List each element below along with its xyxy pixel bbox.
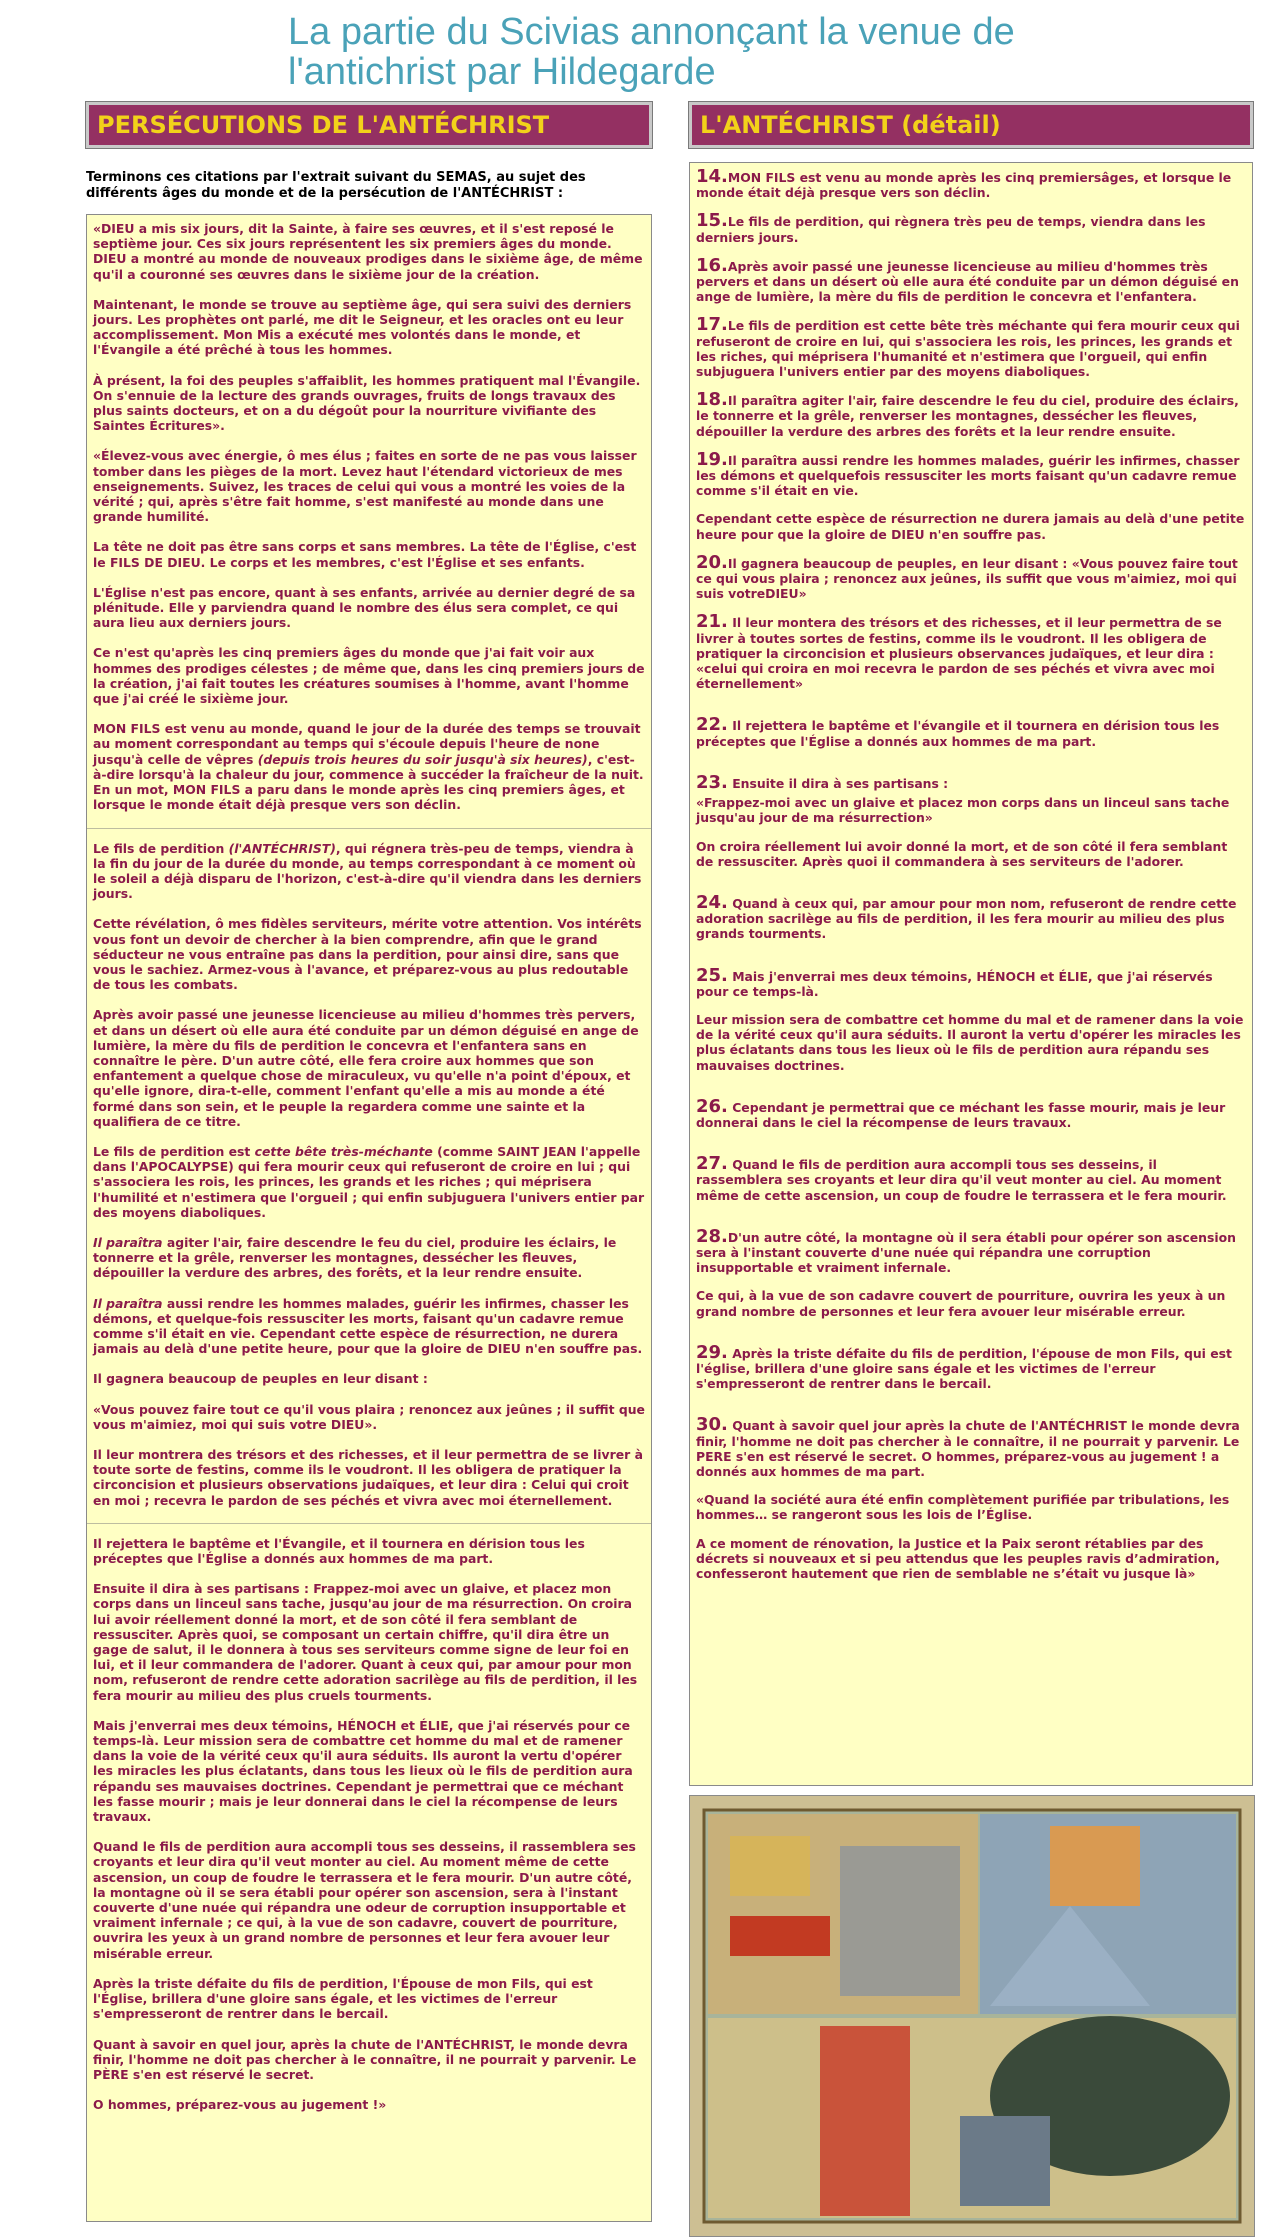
item-text: D'un autre côté, la montagne où il sera établi pour opérer son ascension sera à l'instant couverte d'une nuée qui répandra une corruption insupportable et vraiment infernale. [696,1229,1236,1276]
paragraph: «Quand la société aura été enfin complètement purifiée par tribulations, les hommes… se rangeront sous les lois de l’Église. [696,1492,1230,1523]
item-number: 26. [696,1095,728,1117]
text: , qui régnera très-peu de temps, viendra à la fin du jour de la durée du monde, au temps correspondant à ce moment où le soleil a déjà disparu de l'horizon, c'est-à-dire qu'il viendra dans les derniers jours. [93,840,642,902]
red-beast-figure [730,1916,830,1956]
lion-figure [730,1836,810,1896]
item-number: 20. [696,551,728,573]
item-number: 30. [696,1414,728,1436]
paragraph: Quant à savoir en quel jour, après la chute de l'ANTÉCHRIST, le monde devra finir, l'homme ne doit pas chercher à le connaître, il ne pourrait y parvenir. Le PÈRE s'en est réservé le secret. [93,2036,637,2082]
paragraph: «Vous pouvez faire tout ce qu'il vous plaira ; renoncez aux jeûnes ; il suffit que vous m'aimiez, moi qui suis votre DIEU». [93,1401,645,1432]
item-text: Il paraîtra agiter l'air, faire descendre le feu du ciel, produire des éclairs, le tonnerre et la grêle, renverser les montagnes, dessécher les fleuves, dépouiller la verdure des arbres des forêts et la leur rendre ensuite. [696,393,1239,439]
paragraph [93,1144,645,1220]
text: aussi rendre les hommes malades, guérir les infirmes, chasser les démons, et quelque-fois ressusciter les morts, faisant qu'un cadavre remue comme s'il était en vie. Cependant cette espèce de résurrection, ne durera jamais au delà d'une petite heure, pour que la gloire de DIEU n'en souffre pas. [93,1295,643,1357]
item-text: Quand le fils de perdition aura accompli tous ses desseins, il rassemblera ses croyants et leur dira qu'il veut monter au ciel. Au moment même de cette ascension, un coup de foudre le terrassera et le fera mourir. [696,1157,1227,1203]
paragraph: O hommes, préparez-vous au jugement !» [93,2097,387,2113]
paragraph [93,1235,645,1281]
text: agiter l'air, faire descendre le feu du ciel, produire les éclairs, le tonnerre et la grêle, renverser les montagnes, dessécher les fleuves, dépouiller la verdure des arbres, des forêts, et la leur rendre ensuite. [93,1234,617,1281]
paragraph [93,1296,645,1357]
paragraph [93,721,645,812]
paragraph: La tête ne doit pas être sans corps et sans membres. La tête de l'Église, c'est le FILS DE DIEU. Le corps et les membres, c'est l'Église et ses enfants. [93,539,637,570]
paragraph: L'Église n'est pas encore, quant à ses enfants, arrivée au dernier degré de sa plénitude. Elle y parviendra quand le nombre des élus sera complet, ce qui aura lieu aux derniers jours. [93,584,636,631]
left-banner: PERSÉCUTIONS DE L'ANTÉCHRIST [86,102,652,148]
text: Le fils de perdition [93,840,229,856]
paragraph: Quand le fils de perdition aura accompli tous ses desseins, il rassemblera ses croyants et leur dira qu'il veut monter au ciel. Au moment même de cette ascension, un coup de foudre le terrassera et le fera mourir. D'un autre côté, la montagne où il se sera établi pour opérer son ascension, sera à l'instant couverte d'une nuée qui répandra une odeur de corruption insupportable et vraiment infernale ; ce qui, à la vue de son cadavre, couvert de pourriture, ouvrira les yeux à un grand nombre de personnes et leur fera avouer leur misérable erreur. [93,1839,636,1961]
numbered-item [696,891,1246,942]
italic-text: (depuis trois heures du soir jusqu'à six heures) [257,751,588,767]
paragraph [93,841,645,902]
italic-text: (l'ANTÉCHRIST) [228,840,336,856]
item-number: 23. [696,771,728,793]
item-text: Le fils de perdition, qui règnera très peu de temps, viendra dans les derniers jours. [696,214,1206,245]
item-number: 14. [696,166,728,187]
item-text: Après la triste défaite du fils de perdition, l'épouse de mon Fils, qui est l'église, brillera d'une gloire sans égale et les victimes de l'erreur s'empresseront de rentrer dans le bercail. [696,1345,1232,1392]
right-banner: L'ANTÉCHRIST (détail) [689,102,1253,148]
right-text-box [689,162,1253,1786]
item-text: Après avoir passé une jeunesse licencieuse au milieu d'hommes très pervers et dans un désert où elle aura été conduite par un démon déguisé en ange de lumière, la mère du fils de perdition le concevra et l'enfantera. [696,258,1239,305]
item-text: Mais j'enverrai mes deux témoins, HÉNOCH et ÉLIE, que j'ai réservés pour ce temps-là. [696,968,1213,999]
text: (comme SAINT JEAN l'appelle dans l'APOCALYPSE) qui fera mourir ceux qui refuseront de croire en lui ; qui s'associera les rois, les princes, les grands et les riches ; qui méprisera l'humilité et n'estimera que l'orgueil ; qui enfin subjuguera l'univers entier par des moyens diaboliques. [93,1143,645,1220]
item-text: Le fils de perdition est cette bête très méchante qui fera mourir ceux qui refuseront de croire en lui, qui s'associera les rois, les princes, les grands et les riches, qui méprisera l'humanité et n'estimera que l'orgueil, qui enfin subjuguera l'univers entier par des moyens diaboliques. [696,318,1240,380]
paragraph: On croira réellement lui avoir donné la mort, et de son côté il fera semblant de ressusciter. Après quoi il commandera à ses serviteurs de l'adorer. [696,838,1228,869]
paragraph: A ce moment de rénovation, la Justice et la Paix seront rétablies par des décrets si nouveaux et si peu attendus que les peuples ravis d’admiration, confesseront hautement que rien de semblable ne s’était vu jusque là» [696,1535,1220,1581]
paragraph: Cependant cette espèce de résurrection ne durera jamais au delà d'une petite heure pour que la gloire de DIEU n'en souffre pas. [696,511,1245,542]
paragraph: Mais j'enverrai mes deux témoins, HÉNOCH et ÉLIE, que j'ai réservés pour ce temps-là. Leur mission sera de combattre cet homme du mal et de ramener dans la voie de la vérité ceux qu'il aura séduits. Ils auront la vertu d'opérer les miracles les plus éclatants, dans tous les lieux où le fils de perdition aura répandu ses mauvaises doctrines. Cependant je permettrai que ce méchant les fasse mourir ; mais je leur donnerai dans le ciel la récompense de leurs travaux. [93,1717,633,1825]
numbered-item [696,551,1246,602]
italic-text: cette bête très-méchante [254,1143,433,1159]
numbered-item [696,210,1246,245]
numbered-item [696,611,1246,692]
paragraph: Après avoir passé une jeunesse licencieuse au milieu d'hommes très pervers, et dans un désert où elle aura été conduite par un démon déguisé en ange de lumière, la mère du fils de perdition le concevra et l'enfantera sans en connaître le père. D'un autre côté, elle fera croire aux hommes que son enfantement a quelque chose de miraculeux, vu qu'elle n'a point d'époux, et qu'elle ignore, dira-t-elle, comment l'enfant qu'elle a mis au monde a été formé dans son sein, et le peuple la regardera comme une sainte et la qualifiera de ce titre. [93,1007,639,1129]
left-text-box [86,214,652,2222]
paragraph: Ensuite il dira à ses partisans : Frappez-moi avec un glaive, et placez mon corps dans un linceul sans tache, jusqu'au jour de ma résurrection. On croira lui avoir réellement donné la mort, et de son côté il fera semblant de ressusciter. Après quoi, se composant un certain chiffre, qu'il dira être un gage de salut, il le donnera à tous ses serviteurs comme signe de leur foi en lui, et il leur commandera de l'adorer. Quant à ceux qui, par amour pour mon nom, refuseront de rendre cette adoration sacrilège au fils de perdition, il les fera mourir au milieu des plus cruels tourments. [93,1581,638,1703]
paragraph: Maintenant, le monde se trouve au septième âge, qui sera suivi des derniers jours. Les prophètes ont parlé, me dit le Seigneur, et les oracles ont eu leur accomplissement. Mon Mis a exécuté mes volontés dans le monde, et l'Évangile a été prêché à tous les hommes. [93,296,632,358]
item-text: Ensuite il dira à ses partisans : [727,775,949,791]
item-number: 21. [696,611,728,633]
divider [87,828,651,829]
paragraph: «DIEU a mis six jours, dit la Sainte, à faire ses œuvres, et il s'est reposé le septième jour. Ces six jours représentent les six premiers âges du monde. DIEU a montré au monde de nouveaux prodiges dans le sixième âge, de même qu'il a couronné ses œuvres dans le sixième jour de la création. [93,221,643,282]
item-text: Il rejettera le baptême et l'évangile et il tournera en dérision tous les préceptes que l'Église a donnés aux hommes de ma part. [696,718,1220,749]
text: Le fils de perdition est [93,1143,255,1159]
numbered-item [696,389,1246,439]
divider [87,1523,651,1524]
numbered-item [696,1225,1246,1276]
numbered-item [696,314,1246,380]
numbered-item [696,771,1246,793]
item-number: 29. [696,1341,728,1363]
item-text: Cependant je permettrai que ce méchant les fasse mourir, mais je leur donnerai dans le ciel la récompense de leurs travaux. [696,1099,1226,1130]
numbered-item [696,1414,1246,1479]
paragraph: Ce qui, à la vue de son cadavre couvert de pourriture, ouvrira les yeux à un grand nombre de personnes et leur fera avouer leur misérable erreur. [696,1288,1226,1319]
standing-figure [820,2026,910,2216]
numbered-item [696,166,1246,201]
item-number: 25. [696,964,728,986]
right-column [689,102,1253,1786]
item-number: 19. [696,448,728,470]
italic-text: Il paraîtra [93,1234,163,1250]
paragraph: Il rejettera le baptême et l'Évangile, et il tournera en dérision tous les préceptes que l'Église a donnés aux hommes de ma part. [93,1535,585,1567]
item-text: Il paraîtra aussi rendre les hommes malades, guérir les infirmes, chasser les démons et quelquefois ressusciter les morts faisant qu'un cadavre remue comme s'il était en vie. [696,452,1240,499]
italic-text: Il paraîtra [93,1295,163,1311]
numbered-item [696,964,1246,999]
item-number: 24. [696,891,728,913]
paragraph: Cette révélation, ô mes fidèles serviteurs, mérite votre attention. Vos intérêts vous font un devoir de chercher à la bien comprendre, afin que le grand séducteur ne vous entraîne pas dans la perdition, pour ainsi dire, sans que vous le sachiez. Armez-vous à l'avance, et préparez-vous au plus redoutable de tous les combats. [93,916,642,993]
numbered-item [696,1341,1246,1392]
numbered-item [696,254,1246,305]
item-number: 27. [696,1153,728,1175]
paragraph: Il leur montrera des trésors et des richesses, et il leur permettra de se livrer à toute sorte de festins, comme ils le voudront. Il les obligera de pratiquer la circoncision et plusieurs observations judaïques, et leur dira : Celui qui croit en moi ; recevra le pardon de ses péchés et vivra avec moi éternellement. [93,1447,643,1508]
manuscript-illustration [689,1795,1255,2237]
item-text: Il gagnera beaucoup de peuples, en leur disant : «Vous pouvez faire tout ce qui vous plaira ; renoncez aux jeûnes, ils suffit que vous m'aimiez, moi qui suis votreDIEU» [696,555,1238,602]
item-number: 15. [696,210,728,232]
illustration-svg [690,1796,1254,2236]
numbered-item [696,448,1246,499]
paragraph: Ce n'est qu'après les cinq premiers âges du monde que j'ai fait voir aux hommes des prodiges célestes ; de même que, dans les cinq premiers jours de la création, j'ai fait toutes les créatures soumises à l'homme, avant l'homme que j'ai créé le sixième jour. [93,645,645,707]
item-text: Quand à ceux qui, par amour pour mon nom, refuseront de rendre cette adoration sacrilège au fils de perdition, il les fera mourir au milieu des plus grands tourments. [696,895,1237,942]
item-number: 16. [696,254,728,276]
page-title: La partie du Scivias annonçant la venue de l'antichrist par Hildegarde [288,11,1015,93]
intro-text: Terminons ces citations par l'extrait suivant du SEMAS, au sujet des différents âges du monde et de la persécution de l'ANTÉCHRIST : [86,170,586,201]
item-number: 17. [696,314,728,336]
paragraph: Il gagnera beaucoup de peuples en leur disant : [93,1371,428,1387]
paragraph: Après la triste défaite du fils de perdition, l'Épouse de mon Fils, qui est l'Église, brillera d'une gloire sans égale, et les victimes de l'erreur s'empresseront de rentrer dans le bercail. [93,1975,593,2022]
paragraph: À présent, la foi des peuples s'affaiblit, les hommes pratiquent mal l'Évangile. On s'ennuie de la lecture des grands ouvrages, fruits de longs travaux des plus saints docteurs, et on a du dégoût pour la nourriture vivifiante des Saintes Écritures». [93,372,641,434]
paragraph: «Frappez-moi avec un glaive et placez mon corps dans un linceul sans tache jusqu'au jour de ma résurrection» [696,795,1230,826]
text: MON FILS est venu au monde, quand le jour de la durée des temps se trouvait au moment correspondant au temps qui s'écoule depuis l'heure de none jusqu'à celle de vêpres [93,721,641,767]
numbered-item [696,714,1246,749]
numbered-item [696,1153,1246,1203]
text: , c'est-à-dire lorsqu'à la chaleur du jour, commence à succéder la fraîcheur de la nuit. En un mot, MON FILS a paru dans le monde après les cinq premiers âges, et lorsque le monde était déjà presque vers son déclin. [93,751,644,813]
numbered-item [696,1095,1246,1130]
seated-figure [1050,1826,1140,1906]
item-text: Il leur montera des trésors et des richesses, et il leur permettra de se livrer à toutes sortes de festins, comme ils le voudront. Il les obligera de pratiquer la circoncision et plusieurs observances judaïques, et leur dira : «celui qui croira en moi recevra le pardon de ses péchés et vivra avec moi éternellement» [696,615,1222,692]
item-number: 22. [696,714,728,736]
item-number: 18. [696,389,728,411]
item-number: 28. [696,1225,728,1247]
item-text: Quant à savoir quel jour après la chute de l'ANTÉCHRIST le monde devra finir, l'homme ne doit pas chercher à le connaître, il ne pourrait y parvenir. Le PERE s'en est réservé le secret. O hommes, préparez-vous au jugement ! a donnés aux hommes de ma part. [696,1418,1240,1479]
paragraph: «Élevez-vous avec énergie, ô mes élus ; faites en sorte de ne pas vous laisser tomber dans les pièges de la mort. Levez haut l'étendard victorieux de mes enseignements. Suivez, les traces de celui qui vous a montré les voies de la vérité ; qui, après s'être fait homme, s'est manifesté au monde dans une grande humilité. [93,448,637,525]
left-column [86,102,652,2222]
crowd-figures [960,2116,1050,2206]
item-text: MON FILS est venu au monde après les cinq premiersâges, et lorsque le monde était déjà presque vers son déclin. [696,170,1232,201]
grey-beast-figure [840,1846,960,1996]
paragraph: Leur mission sera de combattre cet homme du mal et de ramener dans la voie de la vérité ceux qu'il aura séduits. Il auront la vertu d'opérer les miracles les plus éclatants dans tous les lieux où le fils de perdition aura répandu ses mauvaises doctrines. [696,1011,1244,1073]
